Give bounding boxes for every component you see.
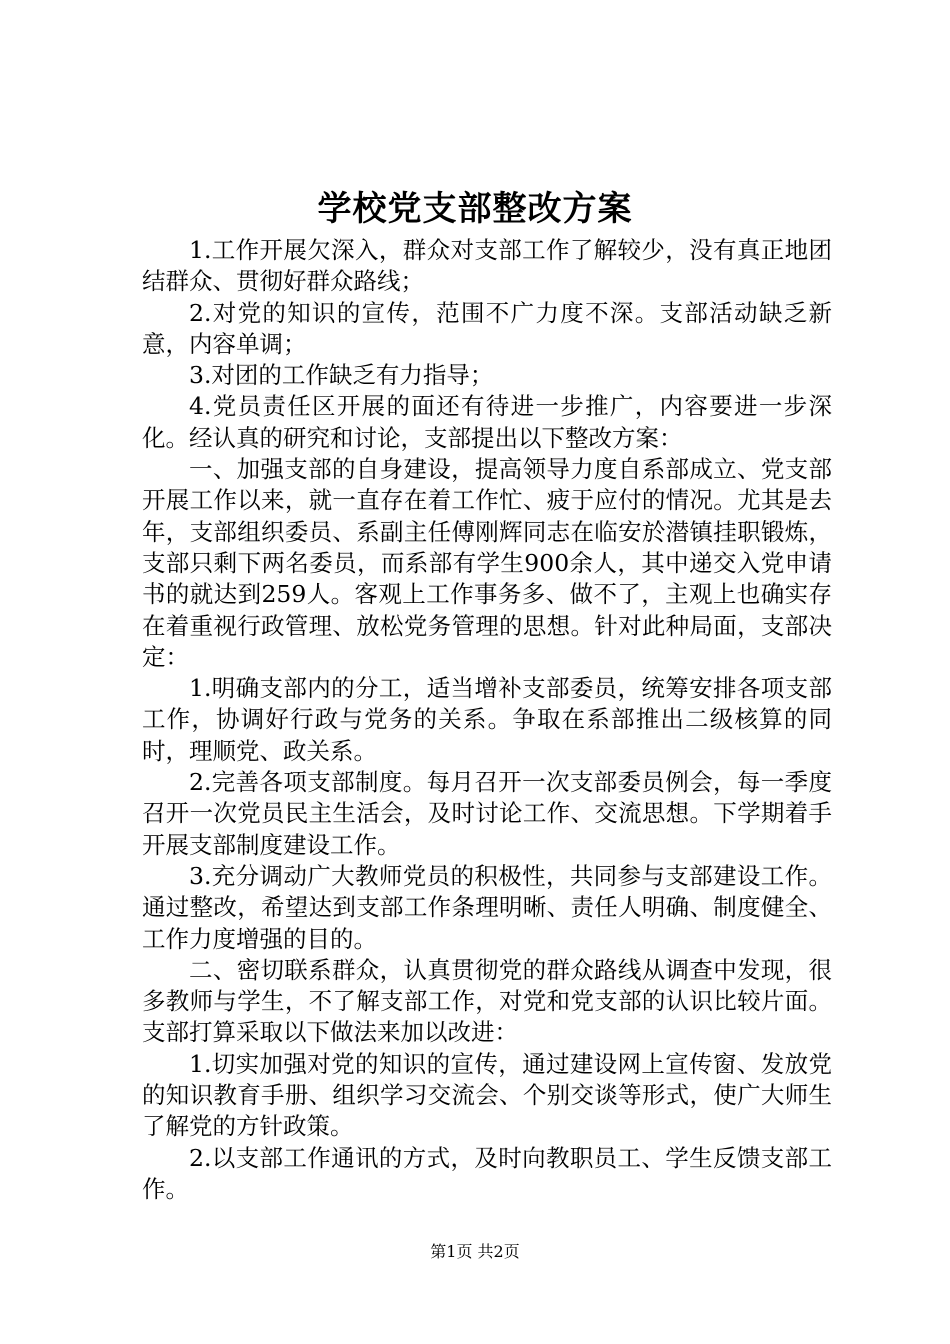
- document-title: 学校党支部整改方案: [317, 189, 633, 229]
- paragraph-1: 1.工作开展欠深入，群众对支部工作了解较少，没有真正地团结群众、贯彻好群众路线；: [142, 236, 832, 296]
- paragraph-2: 2.对党的知识的宣传，范围不广力度不深。支部活动缺乏新意，内容单调；: [142, 298, 832, 358]
- section-1-item-3: 3.充分调动广大教师党员的积极性，共同参与支部建设工作。通过整改，希望达到支部工作条理明晰、责任人明确、制度健全、工作力度增强的目的。: [142, 861, 832, 953]
- section-2-paragraph: 二、密切联系群众，认真贯彻党的群众路线从调查中发现，很多教师与学生，不了解支部工作，对党和党支部的认识比较片面。支部打算采取以下做法来加以改进：: [142, 955, 832, 1047]
- section-2-item-2: 2.以支部工作通讯的方式，及时向教职员工、学生反馈支部工作。: [142, 1143, 832, 1203]
- document-body: [142, 235, 832, 1205]
- paragraph-4: 4.党员责任区开展的面还有待进一步推广，内容要进一步深化。经认真的研究和讨论，支部提出以下整改方案：: [142, 392, 832, 452]
- section-1-item-2: 2.完善各项支部制度。每月召开一次支部委员例会，每一季度召开一次党员民主生活会，及时讨论工作、交流思想。下学期着手开展支部制度建设工作。: [142, 768, 832, 859]
- section-1-item-1: 1.明确支部内的分工，适当增补支部委员，统筹安排各项支部工作，协调好行政与党务的关系。争取在系部推出二级核算的同时，理顺党、政关系。: [142, 674, 832, 765]
- page-footer: 第1页 共2页: [430, 1242, 520, 1261]
- section-2-item-1: 1.切实加强对党的知识的宣传，通过建设网上宣传窗、发放党的知识教育手册、组织学习交流会、个别交谈等形式，使广大师生了解党的方针政策。: [142, 1049, 832, 1141]
- paragraph-3: 3.对团的工作缺乏有力指导；: [189, 361, 494, 390]
- section-1-paragraph: 一、加强支部的自身建设，提高领导力度自系部成立、党支部开展工作以来，就一直存在着工作忙、疲于应付的情况。尤其是去年，支部组织委员、系副主任傅刚辉同志在临安於潜镇挂职锻炼，支部只剩下两名委员，而系部有学生900余人，其中递交入党申请书的就达到259人。客观上工作事务多、做不了，主观上也确实存在着重视行政管理、放松党务管理的思想。针对此种局面，支部决定：: [142, 455, 832, 671]
